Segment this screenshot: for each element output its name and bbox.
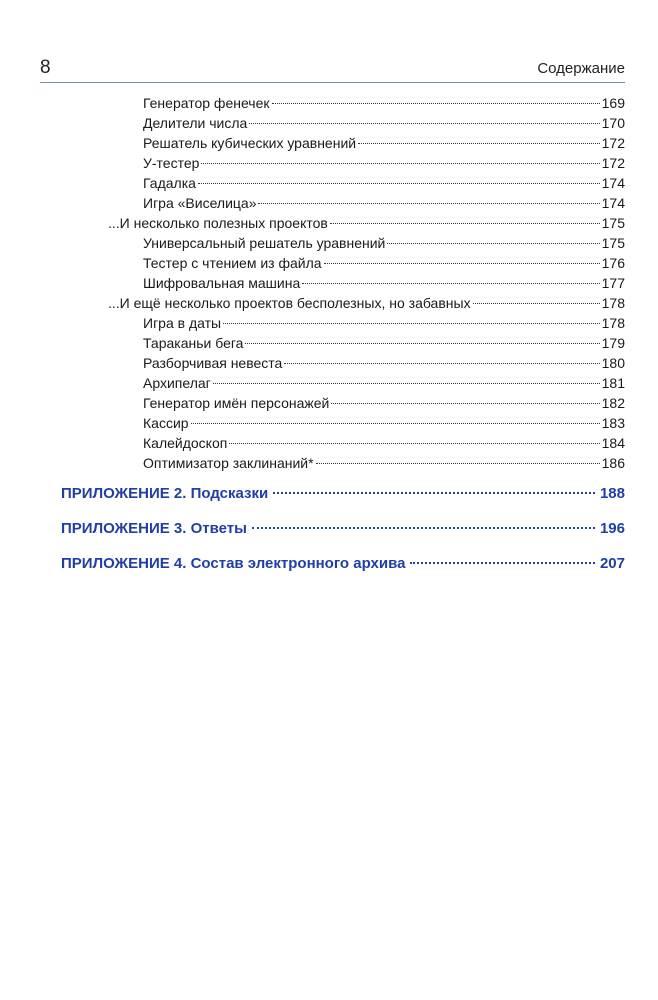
toc-entry-page: 172 bbox=[601, 135, 625, 151]
toc-entry-page: 182 bbox=[601, 395, 625, 411]
toc-entry-title: Разборчивая невеста bbox=[143, 355, 283, 371]
header-rule bbox=[40, 82, 625, 83]
toc-entry bbox=[143, 413, 625, 433]
toc-entry-page: 175 bbox=[601, 235, 625, 251]
dot-leader bbox=[198, 183, 600, 184]
toc-entry bbox=[143, 233, 625, 253]
toc-entry-title: Решатель кубических уравнений bbox=[143, 135, 357, 151]
toc-entry-title: Калейдоскоп bbox=[143, 435, 228, 451]
toc-entry-page: 177 bbox=[601, 275, 625, 291]
toc-entry bbox=[143, 253, 625, 273]
appendix-entry bbox=[61, 518, 625, 540]
page-header bbox=[40, 56, 625, 82]
toc-entry-title: Оптимизатор заклинаний* bbox=[143, 455, 314, 471]
toc-entry-title: Делители числа bbox=[143, 115, 248, 131]
toc-entry-title: Генератор фенечек bbox=[143, 95, 270, 111]
dot-leader bbox=[213, 383, 600, 384]
appendix-entry bbox=[61, 483, 625, 505]
toc-section-entry bbox=[108, 293, 625, 313]
toc-entry-page: 178 bbox=[601, 295, 625, 311]
page-number: 8 bbox=[40, 57, 51, 78]
dot-leader bbox=[473, 303, 600, 304]
dot-leader bbox=[330, 223, 600, 224]
running-title: Содержание bbox=[537, 60, 625, 77]
toc-entry bbox=[143, 353, 625, 373]
appendix-entry bbox=[61, 553, 625, 575]
toc-entry-page: 169 bbox=[601, 95, 625, 111]
dot-leader bbox=[302, 283, 599, 284]
toc-entry-page: 172 bbox=[601, 155, 625, 171]
toc-entry-title: Гадалка bbox=[143, 175, 196, 191]
toc-entry-title: Универсальный решатель уравнений bbox=[143, 235, 386, 251]
appendix-page: 207 bbox=[599, 555, 625, 572]
appendix-title: ПРИЛОЖЕНИЕ 3. Ответы bbox=[61, 520, 247, 537]
toc-section-entry bbox=[108, 213, 625, 233]
toc-entry-title: Тараканьи бега bbox=[143, 335, 244, 351]
appendix-title: ПРИЛОЖЕНИЕ 2. Подсказки bbox=[61, 485, 269, 502]
toc-entry bbox=[143, 393, 625, 413]
toc-entry-page: 184 bbox=[601, 435, 625, 451]
toc-entry-title: Игра «Виселица» bbox=[143, 195, 257, 211]
dot-leader bbox=[410, 562, 595, 564]
appendix-page: 196 bbox=[599, 520, 625, 537]
appendix-title: ПРИЛОЖЕНИЕ 4. Состав электронного архива bbox=[61, 555, 406, 572]
toc-entry bbox=[143, 313, 625, 333]
toc-entry bbox=[143, 93, 625, 113]
toc-entry-page: 175 bbox=[601, 215, 625, 231]
toc-entry bbox=[143, 173, 625, 193]
toc-entry bbox=[143, 373, 625, 393]
toc-entry-page: 181 bbox=[601, 375, 625, 391]
toc-entry bbox=[143, 113, 625, 133]
toc-entry-title: Шифровальная машина bbox=[143, 275, 301, 291]
dot-leader bbox=[245, 343, 599, 344]
toc-entry-page: 174 bbox=[601, 195, 625, 211]
toc-entry-page: 174 bbox=[601, 175, 625, 191]
toc-entry bbox=[143, 133, 625, 153]
dot-leader bbox=[252, 527, 595, 529]
dot-leader bbox=[331, 403, 599, 404]
dot-leader bbox=[272, 103, 600, 104]
toc-entry bbox=[143, 273, 625, 293]
toc-entry-title: Тестер с чтением из файла bbox=[143, 255, 322, 271]
toc-entry-page: 186 bbox=[601, 455, 625, 471]
dot-leader bbox=[358, 143, 600, 144]
dot-leader bbox=[324, 263, 600, 264]
toc-entry-page: 176 bbox=[601, 255, 625, 271]
dot-leader bbox=[249, 123, 599, 124]
appendix-page: 188 bbox=[599, 485, 625, 502]
toc-entry-page: 170 bbox=[601, 115, 625, 131]
toc-entry-page: 183 bbox=[601, 415, 625, 431]
toc-entry-page: 179 bbox=[601, 335, 625, 351]
toc-entry bbox=[143, 333, 625, 353]
dot-leader bbox=[258, 203, 599, 204]
toc-entry-title: У-тестер bbox=[143, 155, 200, 171]
toc-entry bbox=[143, 433, 625, 453]
toc-entry-title: Кассир bbox=[143, 415, 189, 431]
dot-leader bbox=[273, 492, 595, 494]
toc-entry-title: Игра в даты bbox=[143, 315, 222, 331]
toc-entry-page: 180 bbox=[601, 355, 625, 371]
dot-leader bbox=[223, 323, 600, 324]
dot-leader bbox=[229, 443, 599, 444]
toc-entry-title: Архипелаг bbox=[143, 375, 211, 391]
toc-entry bbox=[143, 153, 625, 173]
toc-entry bbox=[143, 453, 625, 473]
toc-entry bbox=[143, 193, 625, 213]
dot-leader bbox=[387, 243, 599, 244]
toc-entry-title: ...И ещё несколько проектов бесполезных, но забавных bbox=[108, 295, 471, 311]
toc-entry-title: Генератор имён персонажей bbox=[143, 395, 330, 411]
toc-entry-title: ...И несколько полезных проектов bbox=[108, 215, 328, 231]
toc-entry-page: 178 bbox=[601, 315, 625, 331]
dot-leader bbox=[284, 363, 599, 364]
dot-leader bbox=[191, 423, 600, 424]
dot-leader bbox=[201, 163, 599, 164]
dot-leader bbox=[316, 463, 600, 464]
